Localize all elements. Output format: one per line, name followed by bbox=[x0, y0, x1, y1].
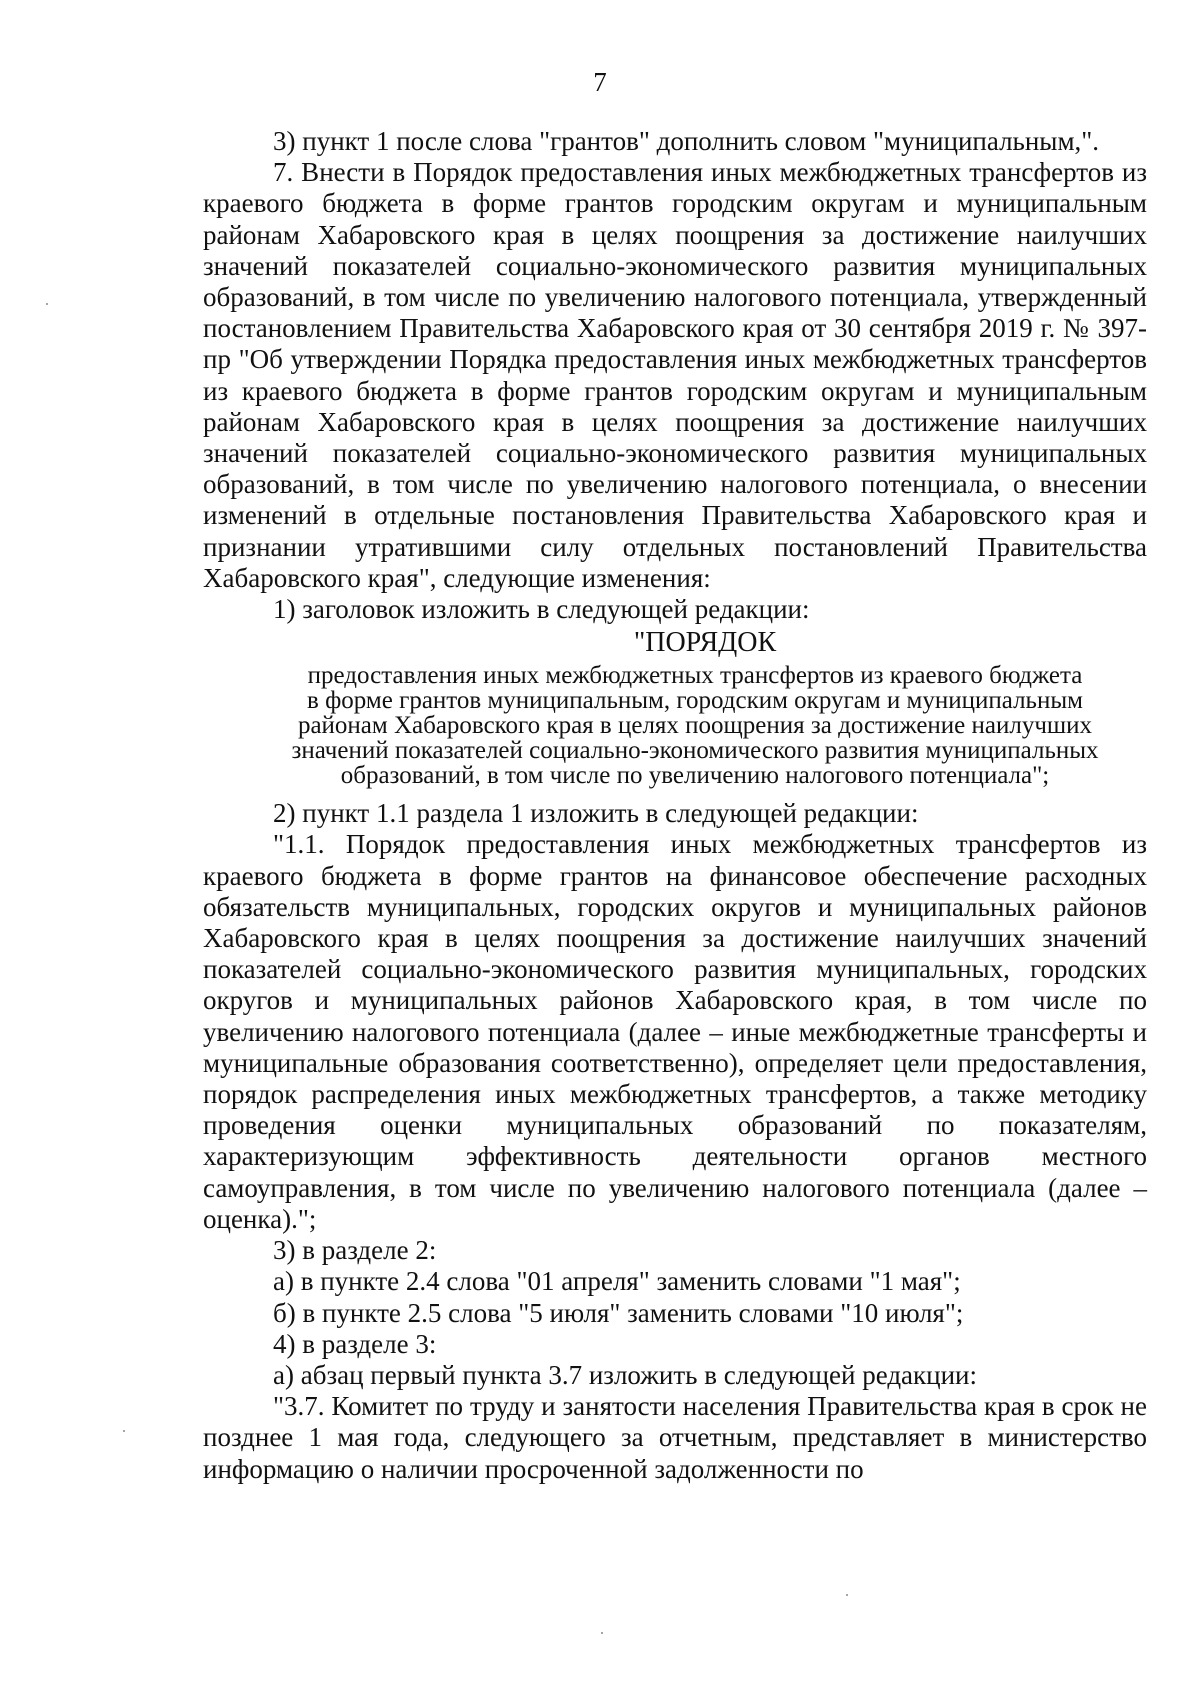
scan-speck bbox=[46, 303, 48, 305]
order-heading bbox=[203, 627, 1147, 788]
order-heading-line: значений показателей социально-экономического развития муниципальных bbox=[291, 737, 1099, 765]
order-heading-line: предоставления иных межбюджетных трансфертов из краевого бюджета bbox=[307, 662, 1083, 690]
order-heading-subtitle bbox=[203, 663, 1147, 788]
order-heading-line: в форме грантов муниципальным, городским округам и муниципальным bbox=[307, 687, 1083, 715]
paragraph-item-3: 3) пункт 1 после слова "грантов" дополнить словом "муниципальным,". bbox=[273, 126, 1100, 156]
scan-speck bbox=[601, 1632, 603, 1634]
paragraph-item-7: 7. Внести в Порядок предоставления иных межбюджетных трансфертов из краевого бюджета в форме грантов городским округам и муниципальным районам Хабаровского края в целях поощрения за достижение наилучших значений показателей социально-экономического развития муниципальных образований, в том числе по увеличению налогового потенциала, утвержденный постановлением Правительства Хабаровского края от 30 сентября 2019 г. № 397-пр "Об утверждении Порядка предоставления иных межбюджетных трансфертов из краевого бюджета в форме грантов городским округам и муниципальным районам Хабаровского края в целях поощрения за достижение наилучших значений показателей социально-экономического развития муниципальных образований, в том числе по увеличению налогового потенциала, о внесении изменений в отдельные постановления Правительства Хабаровского края и признании утратившими силу отдельных постановлений Правительства Хабаровского края", следующие изменения: bbox=[203, 157, 1147, 593]
paragraph-item-3-7: "3.7. Комитет по труду и занятости населения Правительства края в срок не позднее 1 мая года, следующего за отчетным, представляет в министерство информацию о наличии просроченной задолженности по bbox=[203, 1391, 1147, 1484]
order-heading-line: районам Хабаровского края в целях поощрения за достижение наилучших bbox=[297, 712, 1093, 740]
order-heading-line: образований, в том числе по увеличению налогового потенциала"; bbox=[340, 762, 1050, 790]
paragraph-item-1-1: "1.1. Порядок предоставления иных межбюджетных трансфертов из краевого бюджета в форме грантов на финансовое обеспечение расходных обязательств муниципальных, городских округов и муниципальных районов Хабаровского края в целях поощрения за достижение наилучших значений показателей социально-экономического развития муниципальных, городских округов и муниципальных районов Хабаровского края, в том числе по увеличению налогового потенциала (далее – иные межбюджетные трансферты и муниципальные образования соответственно), определяет цели предоставления, порядок распределения иных межбюджетных трансфертов, а также методику проведения оценки муниципальных образований по показателям, характеризующим эффективность деятельности органов местного самоуправления, в том числе по увеличению налогового потенциала (далее – оценка)."; bbox=[203, 829, 1147, 1234]
paragraph-item-2-5: б) в пункте 2.5 слова "5 июля" заменить словами "10 июля"; bbox=[273, 1297, 964, 1328]
page-number: 7 bbox=[593, 67, 607, 97]
paragraph-item-3-7-instruction: а) абзац первый пункта 3.7 изложить в следующей редакции: bbox=[273, 1359, 978, 1390]
paragraph-section-2: 3) в разделе 2: bbox=[273, 1235, 437, 1266]
paragraph-item-2-4: а) в пункте 2.4 слова "01 апреля" заменить словами "1 мая"; bbox=[273, 1266, 961, 1297]
scan-speck bbox=[846, 1594, 848, 1596]
paragraph-item-2: 2) пункт 1.1 раздела 1 изложить в следующей редакции: bbox=[273, 798, 919, 829]
document-body bbox=[203, 126, 1147, 1485]
order-heading-title: "ПОРЯДОК bbox=[633, 627, 777, 659]
scan-speck bbox=[123, 1430, 125, 1432]
paragraph-section-3: 4) в разделе 3: bbox=[273, 1328, 437, 1359]
paragraph-heading-instruction: 1) заголовок изложить в следующей редакции: bbox=[273, 594, 810, 625]
